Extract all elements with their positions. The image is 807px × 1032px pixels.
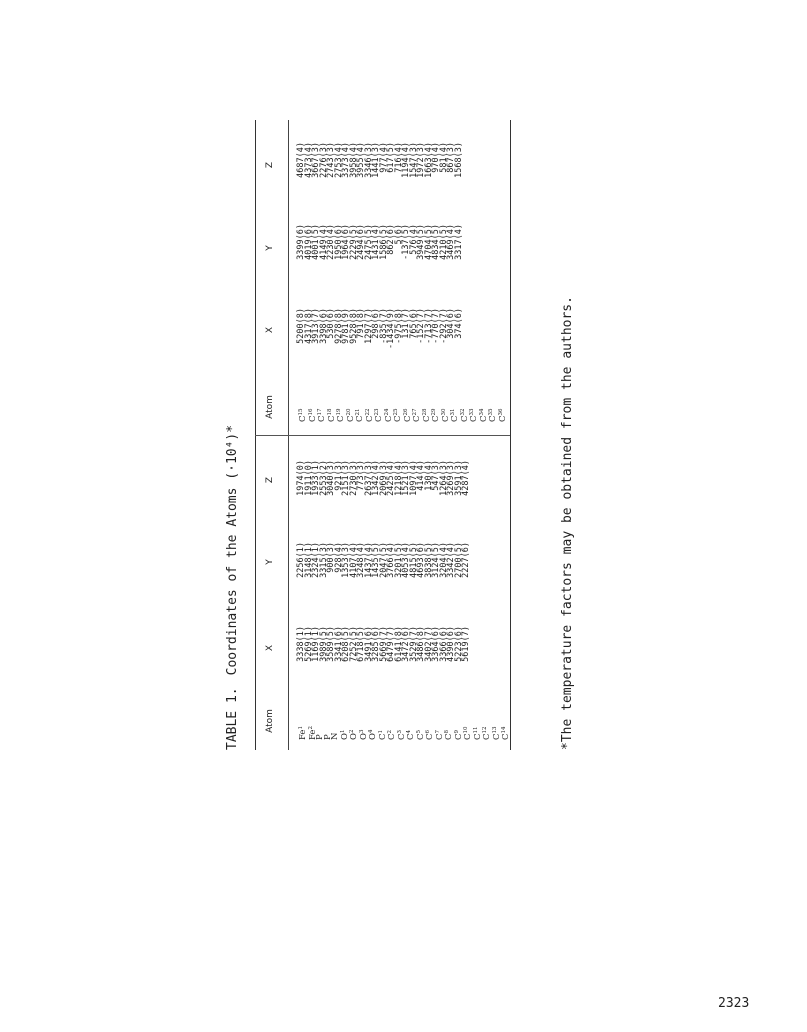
atom-index: 4 [368,729,374,734]
right-atom-label [431,382,441,422]
header-z: Z [265,476,275,484]
atom-index: 34 [478,408,485,416]
right-z-value: 2276(3) [318,142,329,178]
right-z-value: 617(5) [386,142,396,173]
left-z-value: 2730(3) [348,460,359,496]
left-z-value: 2425(4) [386,460,396,496]
left-x-value: 3472(6) [401,626,411,662]
left-x-value: 3364(6) [431,626,441,662]
left-x-value: 3589(5) [326,626,336,662]
left-y-value: 928(4) [333,542,344,573]
right-x-value: -1434(9) [386,308,396,349]
right-atom-label [355,382,365,422]
right-z-value: 1194(4) [401,142,411,178]
left-y-value: 1353(3) [341,542,351,578]
atom-index: 20 [345,408,352,416]
atom-index: 2 [349,729,355,734]
right-y-value: 2230(4) [326,224,336,260]
atom-symbol: C [497,415,508,422]
atom-symbol: C [364,415,375,422]
right-y-value: 3949(5) [416,224,426,260]
left-y-value: 3248(4) [356,542,366,578]
right-atom-label [422,382,432,422]
right-x-value: 5200(8) [296,308,306,344]
left-y-value: 2227(6) [461,542,471,578]
left-y-value: 3201(5) [393,542,404,578]
left-x-value: 3491(6) [363,626,374,662]
left-z-value: 414(4) [416,460,426,491]
right-z-value: 1972(3) [416,142,426,178]
atom-symbol: C [317,415,327,422]
header-atom-2: Atom [265,395,275,419]
right-y-value: 1964(6) [341,224,351,260]
atom-index: 3 [358,729,365,734]
right-z-value: 716(4) [393,142,404,173]
left-x-value: 3402(7) [423,626,434,662]
header-x: X [265,644,275,652]
right-z-value: 3667(3) [311,142,321,178]
left-z-value: 130(4) [423,460,434,491]
right-z-value: 1441(3) [371,142,381,178]
right-y-column [298,224,463,282]
atom-index: 25 [393,408,399,416]
left-x-value: 3989(5) [318,626,329,662]
page-number: 2323 [718,996,750,1011]
right-y-value: 576(4) [408,224,419,255]
left-x-value: 1169(1) [311,626,321,662]
right-z-value: 4373(4) [303,142,314,178]
header-y-2: Y [265,245,275,251]
right-y-value: 2494(6) [356,224,366,260]
caption-text: Coordinates of the Atoms (·10⁴)* [225,424,240,676]
right-z-value: 3373(4) [341,142,351,178]
atom-symbol: C [478,415,489,422]
atom-symbol: O [349,733,359,740]
atom-symbol: C [434,733,445,740]
right-atom-label [498,382,508,422]
left-y-value: 2324(1) [311,542,321,578]
left-x-value: 6479(7) [386,626,396,662]
atom-symbol: C [491,733,502,740]
left-atom-label [332,700,340,740]
right-y-value: 4019(6) [303,224,314,260]
left-z-value: 773(3) [356,460,366,491]
right-x-value: 304(6) [446,308,456,339]
atom-index: 28 [421,408,428,416]
atom-symbol: C [425,733,435,740]
left-z-value: 2069(3) [378,460,389,496]
left-y-value: 4107(4) [348,542,359,578]
right-x-value: 1297(7) [363,308,374,344]
left-z-value: 1974(0) [296,460,306,496]
header-atom: Atom [265,709,275,733]
right-y-value: 1950(6) [333,224,344,260]
left-x-value: 6718(5) [356,626,366,662]
left-atom-label [340,700,350,740]
left-y-value: 3124(5) [431,542,441,578]
left-z-value: 921(3) [333,460,344,491]
left-atom-label [435,700,445,740]
left-x-value: 4390(6) [446,626,456,662]
left-y-value: 3838(5) [423,542,434,578]
left-atom-column [298,700,511,740]
right-z-value: 581(4) [438,142,449,173]
atom-index: 18 [326,408,333,416]
left-atom-label [387,700,397,740]
left-x-value: 3341(6) [333,626,344,662]
right-x-value: 765(6) [408,308,419,339]
left-y-value: 4815(5) [408,542,419,578]
left-y-value: 3342(4) [446,542,456,578]
atom-symbol: C [402,415,413,422]
atom-symbol: C [387,733,397,740]
right-atom-label [469,382,479,422]
right-atom-label [441,382,451,422]
right-z-value: 3955(4) [356,142,366,178]
right-atom-label [450,382,460,422]
left-x-value: 6141(8) [393,626,404,662]
right-atom-label [384,382,394,422]
right-z-value: 2753(4) [333,142,344,178]
right-y-value: 4001(5) [311,224,321,260]
left-y-value: 4053(4) [401,542,411,578]
atom-symbol: C [501,733,511,740]
left-x-column [298,626,471,682]
right-atom-label [308,382,318,422]
right-atom-column [298,382,507,422]
right-x-value: -292(7) [438,308,449,344]
atom-symbol: C [459,415,470,422]
atom-symbol: C [488,415,498,422]
atom-index: 6 [425,729,431,734]
right-y-value: 862(6) [386,224,396,255]
atom-symbol: C [421,415,432,422]
right-atom-label [479,382,489,422]
header-y: Y [265,559,275,565]
left-z-value: 1933(1) [311,460,321,496]
left-x-value: 3285(6) [371,626,381,662]
right-atom-label [412,382,422,422]
right-z-value: 1568(3) [453,142,464,178]
left-z-value: 2637(3) [363,460,374,496]
right-z-value: 1663(4) [423,142,434,178]
right-atom-label [365,382,375,422]
table-caption [225,425,240,750]
atom-index: 35 [488,408,494,416]
left-z-value: 1911(0) [303,460,314,496]
atom-index: 29 [431,408,437,416]
left-y-column [298,542,471,598]
right-y-value: 2229(5) [348,224,359,260]
atom-symbol: C [412,415,422,422]
atom-index: 33 [469,408,475,416]
atom-index: 22 [364,408,371,416]
right-atom-label [460,382,470,422]
left-x-value: 5619(7) [461,626,471,662]
left-y-value: 2700(5) [453,542,464,578]
atom-symbol: C [472,733,483,740]
left-x-value: 5223(6) [453,626,464,662]
right-atom-label [336,382,346,422]
right-y-value: 4704(5) [423,224,434,260]
atom-symbol: C [336,415,346,422]
right-x-value: 530(6) [326,308,336,339]
right-z-value: 3958(4) [348,142,359,178]
left-z-value: 3269(3) [446,460,456,496]
atom-index: 4 [406,729,412,734]
left-z-value: 1097(4) [408,460,419,496]
left-y-value: 1435(5) [371,542,381,578]
right-y-value: 4210(5) [438,224,449,260]
rotated-page-content [225,120,580,750]
left-z-value: 547(3) [431,460,441,491]
left-x-value: 3486(8) [416,626,426,662]
right-y-value: -137(5) [401,224,411,260]
right-z-value: 3346(3) [363,142,374,178]
right-x-value: -770(7) [431,308,441,344]
right-x-value: -152(7) [416,308,426,344]
atom-symbol: C [396,733,407,740]
atom-symbol: C [444,733,454,740]
left-atom-label [501,700,511,740]
right-x-value: 9528(8) [348,308,359,344]
atom-index: 1 [298,726,304,730]
right-y-value: 3469(4) [446,224,456,260]
left-z-value: 1218(4) [393,460,404,496]
left-atom-label [298,700,308,740]
table-footnote: *The temperature factors may be obtained from the authors. [560,296,575,750]
atom-symbol: C [431,415,441,422]
left-z-value: 1342(4) [371,460,381,496]
left-atom-label [492,700,502,740]
atom-index: 10 [463,726,469,734]
right-atom-label [374,382,384,422]
atom-index: 32 [459,408,466,416]
left-x-value: 3529(7) [408,626,419,662]
right-y-value: 4834(5) [431,224,441,260]
atom-index: 7 [434,729,441,734]
atom-index: 26 [402,408,409,416]
left-atom-label [482,700,492,740]
atom-symbol: C [482,733,492,740]
right-atom-label [403,382,413,422]
left-z-value: 1521(3) [401,460,411,496]
left-z-value: 2553(2) [318,460,329,496]
atom-index: 5 [415,729,422,734]
atom-symbol: Fe [307,729,318,740]
coordinates-table [255,120,545,750]
header-x-2: X [265,326,275,334]
left-atom-label [473,700,483,740]
left-y-value: 3315(3) [318,542,329,578]
atom-index: 2 [387,729,393,734]
atom-symbol: C [383,415,394,422]
atom-index: 27 [412,408,418,416]
right-x-value: 3398(6) [318,308,329,344]
atom-symbol: C [393,415,403,422]
header-z-2: Z [265,161,275,169]
atom-symbol: C [374,415,384,422]
atom-index: 8 [444,729,450,734]
atom-index: 3 [396,729,403,734]
atom-index: 31 [450,408,456,416]
atom-symbol: C [469,415,479,422]
left-x-value: 7252(5) [348,626,359,662]
right-atom-label [327,382,337,422]
right-y-value: 5(6) [393,224,404,245]
atom-index: 12 [482,726,488,734]
caption-label: TABLE 1. [225,687,240,750]
atom-symbol: C [345,415,356,422]
left-atom-label [463,700,473,740]
atom-index: 17 [317,408,323,416]
right-x-value: 298(6) [371,308,381,339]
left-y-value: 3766(4) [386,542,396,578]
right-y-value: 4149(4) [318,224,329,260]
left-y-value: 4693(6) [416,542,426,578]
left-atom-label [368,700,378,740]
atom-index: 2 [307,726,314,730]
right-z-value: 970(4) [431,142,441,173]
left-x-value: 5669(7) [378,626,389,662]
left-x-value: 6208(5) [341,626,351,662]
left-atom-label [454,700,464,740]
atom-symbol: P [315,734,325,740]
right-x-value: 9278(8) [333,308,344,344]
atom-index: 30 [440,408,447,416]
left-atom-label [378,700,388,740]
atom-index: 13 [491,726,498,734]
right-y-value: 3399(6) [296,224,306,260]
left-z-value: 2151(3) [341,460,351,496]
left-atom-label [416,700,426,740]
right-z-value: 1547(3) [408,142,419,178]
right-atom-label [393,382,403,422]
atom-index: 19 [336,408,342,416]
left-y-value: 2047(5) [378,542,389,578]
atom-symbol: C [450,415,460,422]
atom-index: 9 [453,729,460,734]
atom-symbol: O [339,733,350,740]
left-z-value: 3591(3) [453,460,464,496]
left-z-column [298,460,471,516]
right-z-value: 977(4) [378,142,389,173]
right-x-value: 131(7) [401,308,411,339]
left-y-value: 3204(4) [438,542,449,578]
atom-symbol: C [355,415,365,422]
right-atom-label [317,382,327,422]
right-y-value: 1431(4) [371,224,381,260]
right-y-value: 1586(5) [378,224,389,260]
right-x-value: -975(8) [393,308,404,344]
atom-symbol: Fe [298,729,308,740]
table-middle-divider [255,435,510,436]
left-atom-label [425,700,435,740]
right-y-value: 3317(4) [453,224,464,260]
left-x-value: 5269(1) [303,626,314,662]
table-bottom-rule [510,120,511,750]
right-y-value: 2475(5) [363,224,374,260]
left-z-value: 4287(4) [461,460,471,496]
left-atom-label [406,700,416,740]
atom-symbol: C [298,415,308,422]
atom-index: 1 [339,729,346,734]
atom-symbol: C [377,733,388,740]
atom-index: 21 [355,408,361,416]
left-y-value: 3148(1) [303,542,314,578]
left-y-value: 2256(1) [296,542,306,578]
atom-index: 36 [497,408,504,416]
atom-index: 14 [501,726,507,734]
atom-symbol: C [415,733,426,740]
atom-index: 16 [307,408,314,416]
atom-index: 1 [377,729,384,734]
right-z-value: 867(3) [446,142,456,173]
right-x-value: -713(7) [423,308,434,344]
left-x-value: 3366(6) [438,626,449,662]
left-z-value: 3040(3) [326,460,336,496]
atom-index: 15 [298,408,304,416]
atom-symbol: C [307,415,318,422]
left-x-value: 3338(1) [296,626,306,662]
left-y-value: 900(3) [326,542,336,573]
right-x-value: 3913(7) [311,308,321,344]
atom-symbol: C [453,733,464,740]
atom-symbol: N [330,732,340,740]
right-x-value: 374(6) [453,308,464,339]
atom-symbol: O [358,733,369,740]
atom-index: 11 [472,726,479,734]
left-z-value: 1264(3) [438,460,449,496]
right-x-value: 4317(8) [303,308,314,344]
left-y-value: 1437(4) [363,542,374,578]
atom-symbol: C [463,733,473,740]
atom-symbol: C [440,415,451,422]
right-x-value: 791(8) [356,308,366,339]
right-x-value: -835(7) [378,308,389,344]
right-x-value: 9781(9) [341,308,351,344]
atom-index: 23 [374,408,380,416]
left-atom-label [397,700,407,740]
right-z-value: 4687(4) [296,142,306,178]
left-atom-label [349,700,359,740]
left-atom-label [444,700,454,740]
right-atom-label [488,382,498,422]
right-z-value: 2743(3) [326,142,336,178]
right-x-column [298,308,463,366]
right-z-column [298,142,463,198]
left-atom-label [359,700,369,740]
atom-symbol: P [322,734,333,740]
atom-symbol: C [326,415,337,422]
right-atom-label [346,382,356,422]
right-atom-label [298,382,308,422]
atom-symbol: O [368,733,378,740]
atom-index: 24 [383,408,390,416]
atom-symbol: C [406,733,416,740]
